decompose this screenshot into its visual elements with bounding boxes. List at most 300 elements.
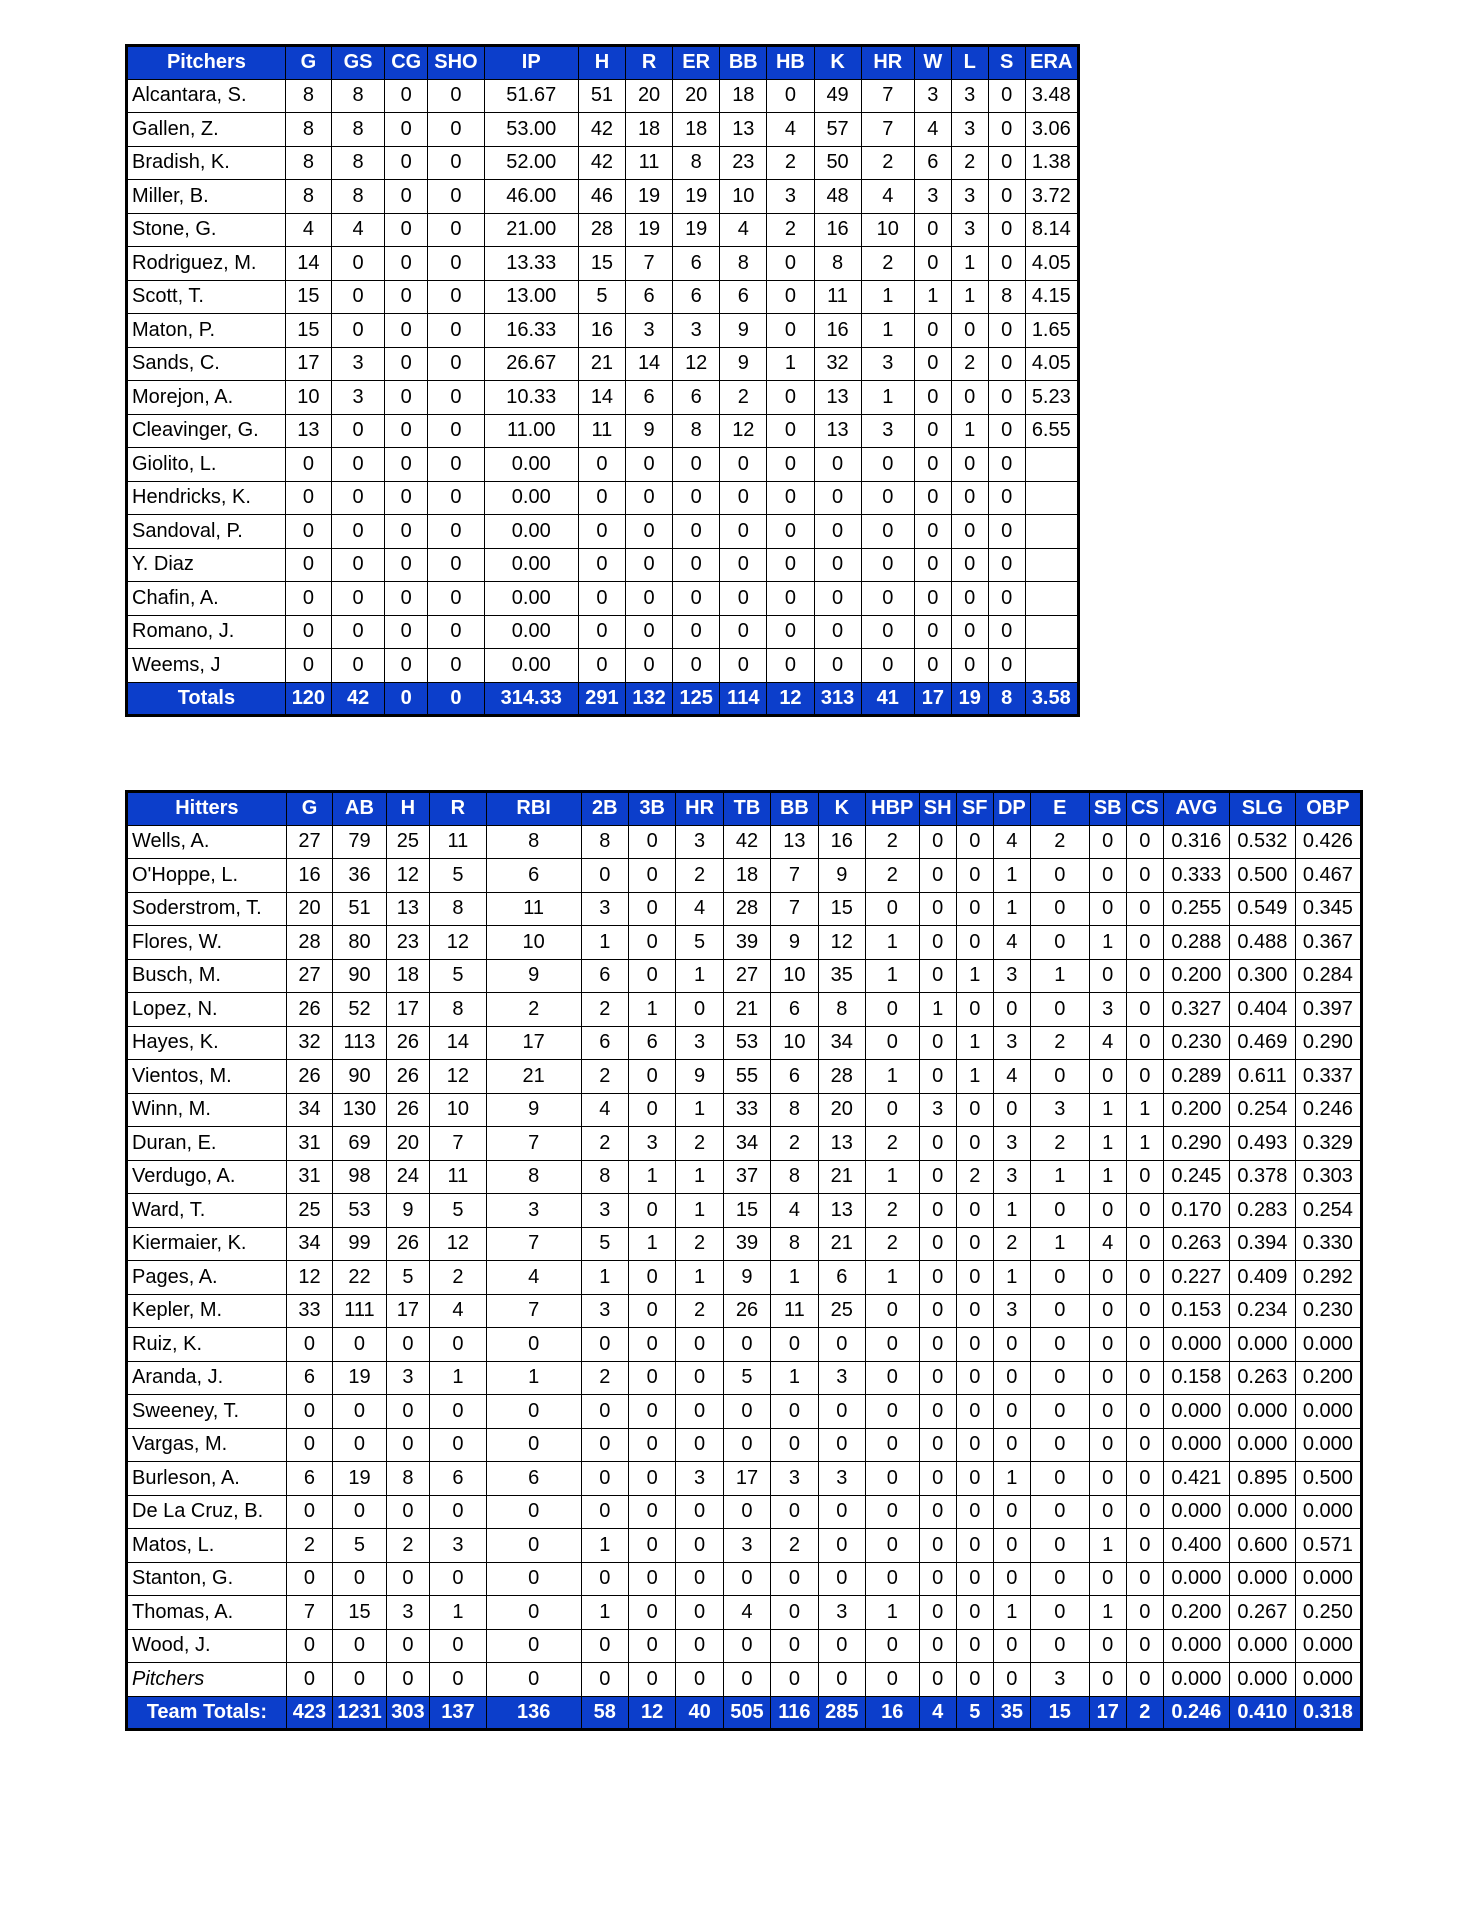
stat-cell: 0.00 <box>484 615 578 649</box>
totals-cell: 58 <box>581 1696 628 1730</box>
stat-cell: 0 <box>673 548 720 582</box>
stat-cell: 8 <box>285 79 331 113</box>
stat-cell: 0 <box>866 1395 920 1429</box>
stat-cell: 21 <box>818 1227 865 1261</box>
stat-cell: 0 <box>914 649 951 683</box>
stat-cell: 0 <box>814 448 861 482</box>
stat-cell: 0 <box>914 314 951 348</box>
stat-cell: 0.00 <box>484 649 578 683</box>
hitters-header <box>127 792 1362 826</box>
stat-cell: 0 <box>914 615 951 649</box>
stat-cell: 0 <box>333 1328 387 1362</box>
stat-cell: 0 <box>861 515 914 549</box>
stat-cell: 3.72 <box>1025 180 1078 214</box>
stat-cell: 1 <box>951 280 988 314</box>
stat-cell: 19 <box>673 180 720 214</box>
stat-cell: 0 <box>818 1529 865 1563</box>
stat-cell: 0 <box>988 414 1025 448</box>
stat-cell: 8 <box>771 1160 818 1194</box>
stat-cell: 0 <box>486 1562 581 1596</box>
stat-cell: 4 <box>720 213 767 247</box>
stat-cell: 53 <box>723 1026 770 1060</box>
stat-cell: 0 <box>861 649 914 683</box>
stat-cell: 0.254 <box>1229 1093 1295 1127</box>
stat-cell: 1 <box>628 1160 675 1194</box>
stat-cell: 0 <box>1030 993 1089 1027</box>
stat-cell: 1 <box>676 1160 723 1194</box>
stat-cell: 0 <box>285 582 331 616</box>
stat-cell: 0 <box>581 1395 628 1429</box>
table-row <box>127 146 1079 180</box>
stat-cell: 27 <box>286 959 332 993</box>
stat-cell: 0 <box>1126 1361 1163 1395</box>
stat-cell: 0 <box>333 1495 387 1529</box>
stat-cell: 0 <box>988 381 1025 415</box>
stat-cell: 13 <box>814 414 861 448</box>
stat-cell: 0 <box>720 615 767 649</box>
stat-cell: 0 <box>866 1361 920 1395</box>
table-row <box>127 1562 1362 1596</box>
stat-cell: 0 <box>814 615 861 649</box>
stat-cell: 0 <box>956 1462 993 1496</box>
stat-cell: 13 <box>818 1194 865 1228</box>
stat-cell: 0 <box>919 1596 956 1630</box>
column-header: HR <box>861 46 914 80</box>
stat-cell: 0 <box>628 1596 675 1630</box>
stat-cell: 14 <box>626 347 673 381</box>
stat-cell: 98 <box>333 1160 387 1194</box>
stat-cell: 0 <box>993 1361 1030 1395</box>
stat-cell: 0 <box>1089 1462 1126 1496</box>
stat-cell: 0 <box>1126 1395 1163 1429</box>
player-name-cell: Alcantara, S. <box>127 79 286 113</box>
stat-cell: 0 <box>428 649 484 683</box>
stat-cell: 0.245 <box>1163 1160 1229 1194</box>
column-header: R <box>430 792 487 826</box>
stat-cell: 0.600 <box>1229 1529 1295 1563</box>
stat-cell: 0.367 <box>1295 926 1361 960</box>
stat-cell: 27 <box>723 959 770 993</box>
stat-cell: 0.421 <box>1163 1462 1229 1496</box>
stat-cell <box>1025 548 1078 582</box>
stat-cell: 0 <box>385 448 428 482</box>
stat-cell: 0 <box>578 481 625 515</box>
stat-cell: 0 <box>626 548 673 582</box>
totals-label: Totals <box>127 682 286 716</box>
player-name-cell: Hayes, K. <box>127 1026 287 1060</box>
table-row <box>127 1428 1362 1462</box>
stat-cell: 0 <box>1030 926 1089 960</box>
stat-cell: 0 <box>993 1495 1030 1529</box>
stat-cell: 0 <box>771 1495 818 1529</box>
stat-cell: 0 <box>331 247 384 281</box>
stat-cell: 3 <box>676 825 723 859</box>
stat-cell: 80 <box>333 926 387 960</box>
stat-cell: 0 <box>771 1328 818 1362</box>
stat-cell: 0 <box>866 892 920 926</box>
stat-cell: 1 <box>628 1227 675 1261</box>
stat-cell: 0 <box>919 1361 956 1395</box>
column-header: IP <box>484 46 578 80</box>
stat-cell: 0 <box>914 582 951 616</box>
stat-cell: 0 <box>1089 1294 1126 1328</box>
stat-cell: 18 <box>720 79 767 113</box>
player-name-cell: Pitchers <box>127 1663 287 1697</box>
stat-cell: 0 <box>1126 825 1163 859</box>
stat-cell: 12 <box>720 414 767 448</box>
stat-cell: 0 <box>673 615 720 649</box>
stat-cell: 5 <box>676 926 723 960</box>
stat-cell: 17 <box>285 347 331 381</box>
stat-cell: 42 <box>578 113 625 147</box>
player-name-cell: Wood, J. <box>127 1629 287 1663</box>
stat-cell: 0 <box>956 1495 993 1529</box>
stat-cell: 1 <box>676 1093 723 1127</box>
stat-cell: 0 <box>626 615 673 649</box>
pitchers-totals-row <box>127 682 1079 716</box>
stat-cell: 0 <box>333 1663 387 1697</box>
player-name-cell: Sandoval, P. <box>127 515 286 549</box>
stat-cell: 0 <box>386 1395 429 1429</box>
stat-cell: 0 <box>771 1663 818 1697</box>
stat-cell: 15 <box>723 1194 770 1228</box>
stat-cell: 12 <box>430 1060 487 1094</box>
stat-cell: 0 <box>331 548 384 582</box>
stat-cell: 0 <box>673 448 720 482</box>
stat-cell: 0 <box>818 1663 865 1697</box>
stat-cell: 11 <box>814 280 861 314</box>
stat-cell: 0 <box>1089 1562 1126 1596</box>
stat-cell: 0 <box>581 1629 628 1663</box>
stat-cell: 33 <box>723 1093 770 1127</box>
stat-cell: 0.000 <box>1163 1629 1229 1663</box>
stat-cell: 0 <box>385 180 428 214</box>
stat-cell: 0.488 <box>1229 926 1295 960</box>
stat-cell <box>1025 649 1078 683</box>
stat-cell: 51 <box>333 892 387 926</box>
hitters-totals-row <box>127 1696 1362 1730</box>
stat-cell: 0 <box>988 347 1025 381</box>
stat-cell: 0 <box>951 582 988 616</box>
stat-cell: 0 <box>951 314 988 348</box>
table-row <box>127 1261 1362 1295</box>
stat-cell: 1 <box>956 1026 993 1060</box>
stat-cell: 4 <box>581 1093 628 1127</box>
stat-cell: 0 <box>771 1562 818 1596</box>
stat-cell: 0 <box>628 1462 675 1496</box>
stat-cell: 0 <box>919 1495 956 1529</box>
stat-cell: 8 <box>386 1462 429 1496</box>
player-name-cell: Winn, M. <box>127 1093 287 1127</box>
totals-cell: 291 <box>578 682 625 716</box>
stat-cell: 53.00 <box>484 113 578 147</box>
player-name-cell: Stone, G. <box>127 213 286 247</box>
stat-cell: 22 <box>333 1261 387 1295</box>
stat-cell: 1 <box>1126 1093 1163 1127</box>
totals-cell: 19 <box>951 682 988 716</box>
stat-cell: 0.532 <box>1229 825 1295 859</box>
table-row <box>127 381 1079 415</box>
player-name-cell: Maton, P. <box>127 314 286 348</box>
totals-cell: 313 <box>814 682 861 716</box>
stat-cell: 3 <box>861 414 914 448</box>
column-header: W <box>914 46 951 80</box>
stat-cell: 0 <box>767 515 814 549</box>
stat-cell: 3 <box>993 1127 1030 1161</box>
stat-cell: 1 <box>956 1060 993 1094</box>
stat-cell: 28 <box>818 1060 865 1094</box>
column-header: AB <box>333 792 387 826</box>
stat-cell: 8 <box>581 825 628 859</box>
stat-cell: 26 <box>386 1227 429 1261</box>
stat-cell: 0.170 <box>1163 1194 1229 1228</box>
stat-cell: 3 <box>993 1026 1030 1060</box>
player-name-cell: Thomas, A. <box>127 1596 287 1630</box>
pitchers-body <box>127 79 1079 716</box>
stat-cell: 0 <box>723 1395 770 1429</box>
stat-cell: 0 <box>626 649 673 683</box>
totals-cell: 120 <box>285 682 331 716</box>
stat-cell: 0.330 <box>1295 1227 1361 1261</box>
column-header: K <box>818 792 865 826</box>
stat-cell: 2 <box>430 1261 487 1295</box>
player-name-cell: Chafin, A. <box>127 582 286 616</box>
table-row <box>127 113 1079 147</box>
stat-cell: 0 <box>331 615 384 649</box>
stat-cell: 3 <box>951 180 988 214</box>
stat-cell: 37 <box>723 1160 770 1194</box>
totals-cell: 314.33 <box>484 682 578 716</box>
stat-cell: 90 <box>333 1060 387 1094</box>
stat-cell: 0 <box>628 1629 675 1663</box>
stat-cell: 130 <box>333 1093 387 1127</box>
stat-cell: 4 <box>331 213 384 247</box>
stat-cell: 6 <box>286 1462 332 1496</box>
stat-cell: 0.000 <box>1229 1562 1295 1596</box>
stat-cell: 3 <box>771 1462 818 1496</box>
stat-cell: 7 <box>861 113 914 147</box>
stat-cell: 0 <box>428 79 484 113</box>
stat-cell: 0.255 <box>1163 892 1229 926</box>
stat-cell: 20 <box>386 1127 429 1161</box>
column-header: H <box>386 792 429 826</box>
player-name-cell: Giolito, L. <box>127 448 286 482</box>
stat-cell: 0 <box>628 1294 675 1328</box>
stat-cell: 0 <box>428 280 484 314</box>
stat-cell: 8.14 <box>1025 213 1078 247</box>
stat-cell: 0 <box>1030 1294 1089 1328</box>
stat-cell <box>1025 582 1078 616</box>
stat-cell: 0 <box>385 347 428 381</box>
stat-cell: 2 <box>720 381 767 415</box>
stat-cell: 0.000 <box>1295 1395 1361 1429</box>
stat-cell: 0.246 <box>1295 1093 1361 1127</box>
stat-cell: 0 <box>1089 959 1126 993</box>
table-row <box>127 1160 1362 1194</box>
player-name-cell: Scott, T. <box>127 280 286 314</box>
stat-cell: 0 <box>919 1294 956 1328</box>
stat-cell: 0 <box>919 1127 956 1161</box>
table-row <box>127 615 1079 649</box>
stat-cell: 0 <box>385 213 428 247</box>
stat-cell: 2 <box>1030 1127 1089 1161</box>
stat-cell: 0 <box>628 1395 675 1429</box>
stat-cell: 0 <box>285 448 331 482</box>
stat-cell: 7 <box>626 247 673 281</box>
stat-cell: 3 <box>331 381 384 415</box>
stat-cell: 0 <box>1126 1495 1163 1529</box>
stat-cell: 57 <box>814 113 861 147</box>
stat-cell: 0 <box>861 548 914 582</box>
stat-cell: 0 <box>723 1629 770 1663</box>
stat-cell: 7 <box>486 1227 581 1261</box>
stat-cell: 0 <box>626 481 673 515</box>
player-name-cell: Sweeney, T. <box>127 1395 287 1429</box>
stat-cell: 2 <box>286 1529 332 1563</box>
stat-cell: 0 <box>818 1629 865 1663</box>
stat-cell: 0 <box>866 1529 920 1563</box>
stat-cell: 3 <box>993 959 1030 993</box>
stat-cell: 0 <box>1126 1160 1163 1194</box>
totals-cell: 2 <box>1126 1696 1163 1730</box>
stat-cell: 0 <box>676 1361 723 1395</box>
stat-cell: 0.00 <box>484 448 578 482</box>
stat-cell: 0 <box>676 1629 723 1663</box>
stat-cell: 12 <box>286 1261 332 1295</box>
stat-cell: 11 <box>430 825 487 859</box>
stat-cell: 0 <box>1126 892 1163 926</box>
stat-cell: 0 <box>386 1663 429 1697</box>
stat-cell: 0 <box>988 582 1025 616</box>
stat-cell: 6 <box>430 1462 487 1496</box>
stat-cell: 0 <box>919 1160 956 1194</box>
stat-cell: 1 <box>861 381 914 415</box>
stat-cell: 0 <box>919 892 956 926</box>
stat-cell: 0 <box>430 1562 487 1596</box>
column-header: GS <box>331 46 384 80</box>
stat-cell: 1 <box>1089 1127 1126 1161</box>
stat-cell: 0.283 <box>1229 1194 1295 1228</box>
stat-cell: 3.48 <box>1025 79 1078 113</box>
stat-cell: 0 <box>428 448 484 482</box>
stat-cell: 0 <box>578 582 625 616</box>
stat-cell: 0 <box>956 1328 993 1362</box>
stat-cell: 99 <box>333 1227 387 1261</box>
stat-cell: 0 <box>818 1495 865 1529</box>
stat-cell: 0 <box>914 481 951 515</box>
stat-cell: 0 <box>385 515 428 549</box>
stat-cell: 0 <box>767 548 814 582</box>
stat-cell: 0 <box>814 515 861 549</box>
stat-cell: 0.00 <box>484 548 578 582</box>
stat-cell: 0 <box>385 414 428 448</box>
player-name-cell: Kiermaier, K. <box>127 1227 287 1261</box>
table-row <box>127 1462 1362 1496</box>
stat-cell: 0 <box>430 1629 487 1663</box>
stat-cell: 53 <box>333 1194 387 1228</box>
stat-cell: 9 <box>723 1261 770 1295</box>
stat-cell: 8 <box>285 113 331 147</box>
stat-cell: 0 <box>628 1261 675 1295</box>
table-row <box>127 1328 1362 1362</box>
totals-cell: 5 <box>956 1696 993 1730</box>
stat-cell: 13 <box>285 414 331 448</box>
stat-cell: 0.200 <box>1163 959 1229 993</box>
table-row <box>127 280 1079 314</box>
stat-cell: 1 <box>951 414 988 448</box>
stat-cell: 0 <box>1030 1562 1089 1596</box>
stat-cell: 4 <box>1089 1227 1126 1261</box>
stat-cell: 26.67 <box>484 347 578 381</box>
stat-cell: 12 <box>430 1227 487 1261</box>
table-row <box>127 79 1079 113</box>
stat-cell: 0.00 <box>484 481 578 515</box>
stat-cell: 0 <box>628 1060 675 1094</box>
column-header: E <box>1030 792 1089 826</box>
stat-cell: 0 <box>1089 892 1126 926</box>
stat-cell: 0 <box>767 280 814 314</box>
stat-cell: 111 <box>333 1294 387 1328</box>
stat-cell: 0.200 <box>1163 1093 1229 1127</box>
stat-cell: 0 <box>956 1596 993 1630</box>
stat-cell: 0 <box>988 515 1025 549</box>
player-name-cell: Matos, L. <box>127 1529 287 1563</box>
stat-cell: 1 <box>628 993 675 1027</box>
stat-cell: 0 <box>919 1194 956 1228</box>
stat-cell: 1 <box>1089 926 1126 960</box>
player-name-cell: Soderstrom, T. <box>127 892 287 926</box>
stat-cell: 6 <box>581 959 628 993</box>
stat-cell: 5 <box>333 1529 387 1563</box>
stat-cell: 0 <box>956 1261 993 1295</box>
stat-cell: 0 <box>286 1495 332 1529</box>
stat-cell: 0 <box>486 1529 581 1563</box>
stat-cell: 39 <box>723 1227 770 1261</box>
stat-cell: 0 <box>767 481 814 515</box>
totals-cell: 42 <box>331 682 384 716</box>
stat-cell: 0 <box>767 448 814 482</box>
player-name-cell: Romano, J. <box>127 615 286 649</box>
stat-cell: 0 <box>818 1562 865 1596</box>
stat-cell: 2 <box>676 859 723 893</box>
stat-cell: 0 <box>676 1428 723 1462</box>
stat-cell: 2 <box>866 825 920 859</box>
stat-cell: 6 <box>818 1261 865 1295</box>
pitchers-header <box>127 46 1079 80</box>
stat-cell: 19 <box>333 1462 387 1496</box>
stat-cell: 0 <box>956 859 993 893</box>
column-header: SHO <box>428 46 484 80</box>
stat-cell: 0.329 <box>1295 1127 1361 1161</box>
column-header: ERA <box>1025 46 1078 80</box>
stat-cell: 0 <box>866 1026 920 1060</box>
stat-cell: 0 <box>628 859 675 893</box>
stat-cell: 0 <box>430 1328 487 1362</box>
stat-cell: 4 <box>285 213 331 247</box>
column-header: OBP <box>1295 792 1361 826</box>
stat-cell: 0 <box>1089 1629 1126 1663</box>
stat-cell: 3 <box>1089 993 1126 1027</box>
stat-cell: 0 <box>988 180 1025 214</box>
table-row <box>127 582 1079 616</box>
stat-cell: 8 <box>673 146 720 180</box>
stat-cell: 10 <box>285 381 331 415</box>
pitchers-table <box>125 44 1080 717</box>
stat-cell: 0 <box>628 1495 675 1529</box>
stat-cell: 7 <box>286 1596 332 1630</box>
stat-cell: 0 <box>1030 1261 1089 1295</box>
stat-cell: 2 <box>771 1529 818 1563</box>
